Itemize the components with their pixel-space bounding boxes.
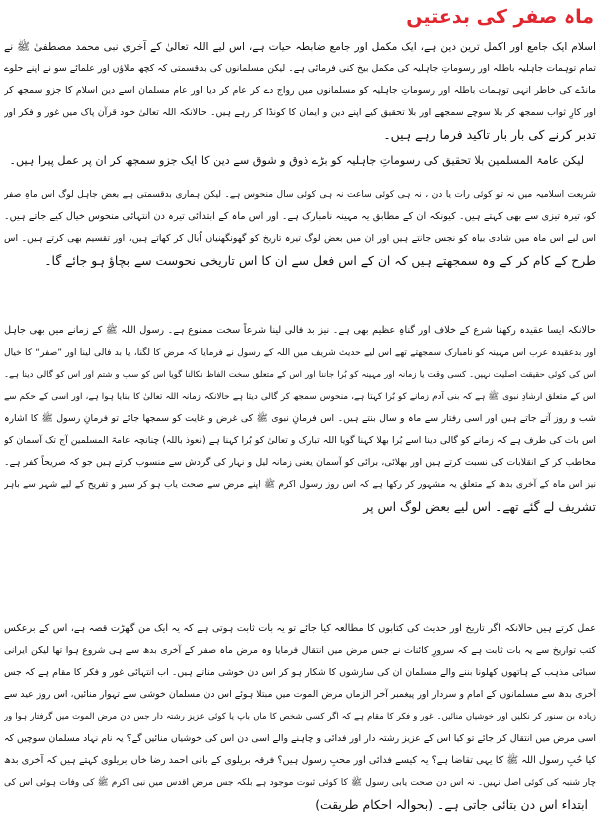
- text-line: اس کی کوئی حقیقت اصلیت نہیں۔ کسی وقت یا زمانہ اور مہینہ کو بُرا جاننا اور اس کے متعلق سخت الفاظ نکالنا گویا اس کو سب و شتم اور اس کو گالی دینا ہے۔: [4, 370, 596, 380]
- text-line: اسلام ایک جامع اور اکمل ترین دین ہے، ایک مکمل اور جامع ضابطہ حیات ہے، اس لیے اللہ تعالیٰ کے آخری نبی محمد مصطفیٰ ﷺ نے: [4, 41, 596, 53]
- text-line: تمام توہمات جاہلیہ باطلہ اور رسوماتِ جاہلیہ کی مکمل بیخ کنی فرمائی ہے۔ لیکن مسلمانوں کی بدقسمتی کہ کچھ ملاؤں اور علمائے سو نے اپنے حلوے: [4, 63, 596, 74]
- paragraph-belief: [4, 320, 596, 518]
- text-line: مخاطب کر کے انقلابات کی نسبت کرتے ہیں اور بھلائی، برائی کو آسمان یعنی زمانہ لیل و نہار کی گردش سے منسوب کرتے ہیں جو کہ صریحاً کفر ہے۔: [4, 457, 596, 468]
- text-line: کیا حُبِ رسول اللہ ﷺ کا یہی تقاضا ہے؟ یہ کیسے فدائی اور محبِ رسول ہیں؟ فرقہ بریلوی کے بانی احمد رضا خاں بریلوی کہتے ہیں کہ آخری بدھ: [4, 755, 596, 766]
- text-line: مانڈے کی خاطر انہی توہمات باطلہ اور رسوماتِ جاہلیہ کو مسلمانوں میں رواج دے کر عام کر دیا اور عام مسلمان اسے دین اسلام کا جزو سمجھ کر: [4, 85, 596, 96]
- text-line: اسی مرض میں انتقال کر جائے تو کیا اس کے عزیز رشتہ دار اور فدائی و چاہنے والے اسی دن اس کی خوشیاں منائیں گے؟ یہ نام نہاد مسلمان سوچیں کہ: [4, 733, 596, 744]
- text-line: زیادہ بن سنور کر نکلیں اور خوشیاں منائیں۔ غور و فکر کا مقام ہے کہ اگر کسی شخص کا ماں باپ یا کوئی عزیز رشتہ دار جس دن مرض الموت میں گرفتار ہوا ور: [4, 712, 596, 722]
- text-line: طرح کے کام کر کے وہ سمجھتے ہیں کہ ان کے اس فعل سے ان کا اس تاریخی نحوست سے بچاؤ ہو جائے گا۔: [44, 253, 596, 268]
- text-line: تشریف لے گئے تھے۔ اس لیے بعض لوگ اس پر: [363, 499, 596, 514]
- text-line-reference: ابتداء اس دن بتائی جاتی ہے۔ (بحوالہ احکام طریقت): [315, 797, 588, 812]
- text-line: آخری بدھ سے مسلمانوں کے امام و سردار اور پیغمبر آخر الزماں مرض الموت میں مبتلا ہوئے اس دن مسلمان خوشی سے تہوار منائیں، اس روز عید سے: [4, 689, 596, 700]
- text-line: اس بات کی طرف ہے کہ زمانے کو گالی دینا اسے بُرا بھلا کہنا گویا اللہ تبارک و تعالیٰ کو بُرا کہنا ہے (نعوذ باللہ) چنانچہ عامۃ المسلمین آج تک آسمان کو: [4, 435, 596, 446]
- text-line: شب و روز آتے جاتے ہیں اور اسی رفتار سے ماہ و سال بنتے ہیں۔ اس فرمانِ نبوی ﷺ کی غرض و غایت کو سمجھا جائے تو فرمانِ رسول ﷺ کا اشارہ: [4, 413, 596, 424]
- paragraph-common-muslims: [4, 150, 584, 172]
- paragraph-sharia: [4, 184, 596, 272]
- text-line: عمل کرتے ہیں حالانکہ اگر تاریخ اور حدیث کی کتابوں کا مطالعہ کیا جائے تو یہ بات ثابت ہوتی ہے کہ یہ ایک من گھڑت قصہ ہے، اس کے برعکس: [4, 623, 596, 634]
- text-line: کو، تیرہ تیزی سے بھی کہتے ہیں۔ کیونکہ ان کے مطابق یہ مہینہ نامبارک ہے۔ اور اس ماہ کے ابتدائی تیرہ دن انتہائی منحوس خیال کیے جاتے ہیں۔: [4, 211, 596, 222]
- paragraph-last-wednesday: [4, 618, 596, 816]
- text-line: تدبر کرنے کی بار بار تاکید فرما رہے ہیں۔: [383, 127, 596, 142]
- text-line: نیز اس ماہ کے آخری بدھ کے متعلق یہ مشہور کر رکھا ہے کہ اس روز رسول اکرم ﷺ اپنے مرض سے صحت یاب ہو کر سیر و تفریح کے لیے شہر سے باہر: [4, 480, 596, 490]
- text-line: حالانکہ ایسا عقیدہ رکھنا شرع کے خلاف اور گناہِ عظیم بھی ہے۔ نیز بد فالی لینا شرعاً سخت ممنوع ہے۔ رسول اللہ ﷺ کے زمانے میں بھی جاہل: [4, 325, 596, 336]
- text-line: شریعت اسلامیہ میں نہ تو کوئی رات یا دن ، نہ ہی کوئی ساعت نہ ہی کوئی سال منحوس ہے۔ لیکن ہماری بدقسمتی ہے بعض جاہل لوگ اس ماہِ صفر: [4, 190, 596, 200]
- text-line: سبائی مذہب کے ہاتھوں کھلونا بننے والے مسلمان ان کی سازشوں کا شکار ہو کر اس دن خوشی مناتے ہیں۔ اب انتہائی غور و فکر کا مقام ہے کہ جس: [4, 667, 596, 678]
- text-line: اور بدعقیدہ عرب اس مہینہ کو نامبارک سمجھتے تھے اس لیے حدیث شریف میں اللہ کے رسول نے فرمایا کہ مرض کا لگنا، یا بد فالی لینا اور ”صفر“ کا خیال: [4, 348, 596, 358]
- text-line: اس کے متعلق ارشادِ نبوی ﷺ ہے کہ بنی آدم زمانے کو بُرا کہتا ہے، منحوس سمجھ کر گالی دیتا ہے حالانکہ زمانہ اللہ تعالیٰ کا بنایا ہوا ہے، اور اسی کے حکم سے: [4, 392, 596, 402]
- text-line: لیکن عامۃ المسلمین بلا تحقیق کی رسوماتِ جاہلیہ کو بڑے ذوق و شوق سے دین کا ایک جزو سمجھ کر ان پر عمل پیرا ہیں۔: [9, 154, 584, 167]
- text-line: اور کارِ ثواب سمجھ کر بلا سوچے سمجھے اور بلا تحقیق کیے اپنے دین و ایمان کا کونڈا کر رہے ہیں۔ حالانکہ اللہ تعالیٰ خود قرآن پاک میں غور و فکر اور: [4, 107, 596, 118]
- text-line: چار شنبہ کی کوئی اصل نہیں۔ نہ اس دن صحت یابی رسول ﷺ کا کوئی ثبوت موجود ہے بلکہ جس مرض اقدس میں نبی اکرم ﷺ کی وفات ہوئی اس کی: [4, 778, 596, 788]
- text-line: اس لیے اس ماہ میں شادی بیاہ کو نجس جانتے ہیں اور ان میں بعض لوگ تیرہ تاریخ کو گھونگھنیاں اُبال کر کھاتے ہیں، اور تقسیم بھی کرتے ہیں۔ اس: [4, 233, 596, 244]
- paragraph-intro: [4, 36, 596, 146]
- text-line: کتب تواریخ سے یہ بات ثابت ہے کہ سرورِ کائنات نے جس مرض میں انتقال فرمایا وہ مرض ماہ صفر کے آخری بدھ سے ہی شروع ہوا تھا لیکن ایرانی: [4, 645, 596, 656]
- article-title: ماہ صفر کی بدعتیں: [406, 6, 594, 28]
